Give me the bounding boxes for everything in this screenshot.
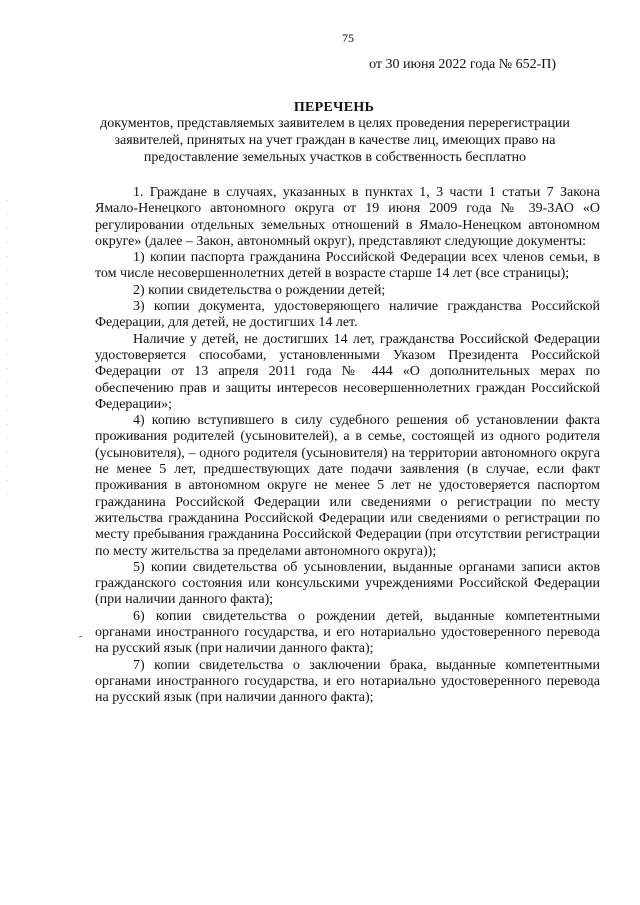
decree-reference: от 30 июня 2022 года № 652-П) [369,57,556,72]
list-item-5: 5) копии свидетельства об усыновлении, выданные органами записи актов гражданского состояния или консульскими учреждениями Российской Федерации (при наличии данного факта); [95,559,600,608]
margin-mark [79,636,82,637]
document-title: ПЕРЕЧЕНЬ [293,100,375,115]
list-item-1: 1) копии паспорта гражданина Российской Федерации всех членов семьи, в том числе несовершеннолетних детей в возрасте старше 14 лет (все страницы); [95,250,600,282]
list-item-2: 2) копии свидетельства о рождении детей; [133,282,386,298]
list-item-7: 7) копии свидетельства о заключении брака, выданные компетентными органами иностранного государства, и его нотариально удостоверенного перевода на русский язык (при наличии данного факта); [95,657,600,706]
scan-artifact [6,200,8,500]
document-body [95,185,600,707]
list-item-3: 3) копии документа, удостоверяющего наличие гражданства Российской Федерации, для детей, не достигших 14 лет. [95,299,600,331]
citizenship-note: Наличие у детей, не достигших 14 лет, гражданства Российской Федерации удостоверяется способами, установленными Указом Президента Российской Федерации от 13 апреля 2011 года № 444 «О дополнительных мерах по обеспечению прав и защиты интересов несовершеннолетних граждан Российской Федерации»; [95,331,600,412]
document-subtitle: документов, представляемых заявителем в целях проведения перерегистрации заявителей, принятых на учет граждан в качестве лиц, имеющих право на предоставление земельных участков в собственность бесплатно [100,116,570,165]
page-number: 75 [342,31,354,45]
paragraph-1: 1. Граждане в случаях, указанных в пунктах 1, 3 части 1 статьи 7 Закона Ямало-Ненецкого автономного округа от 19 июня 2009 года № 39-ЗАО «О регулировании отдельных земельных отношений в Ямало-Ненецком автономном округе» (далее – Закон, автономный округ), представляют следующие документы: [95,185,600,249]
list-item-6: 6) копии свидетельства о рождении детей, выданные компетентными органами иностранного государства, и его нотариально удостоверенного перевода на русский язык (при наличии данного факта); [95,608,600,657]
list-item-4: 4) копию вступившего в силу судебного решения об установлении факта проживания родителей (усыновителей), а в семье, состоящей из одного родителя (усыновителя), – одного родителя (усыновителя) на территории автономного округа не менее 5 лет, предшествующих дате подачи заявления (в случае, если факт проживания в автономном округе не менее 5 лет не удостоверяется паспортом гражданина Российской Федерации или сведениями о регистрации по месту жительства гражданина Российской Федерации или сведениями о регистрации по месту пребывания гражданина Российской Федерации (при отсутствии регистрации по месту жительства за пределами автономного округа)); [95,413,600,559]
